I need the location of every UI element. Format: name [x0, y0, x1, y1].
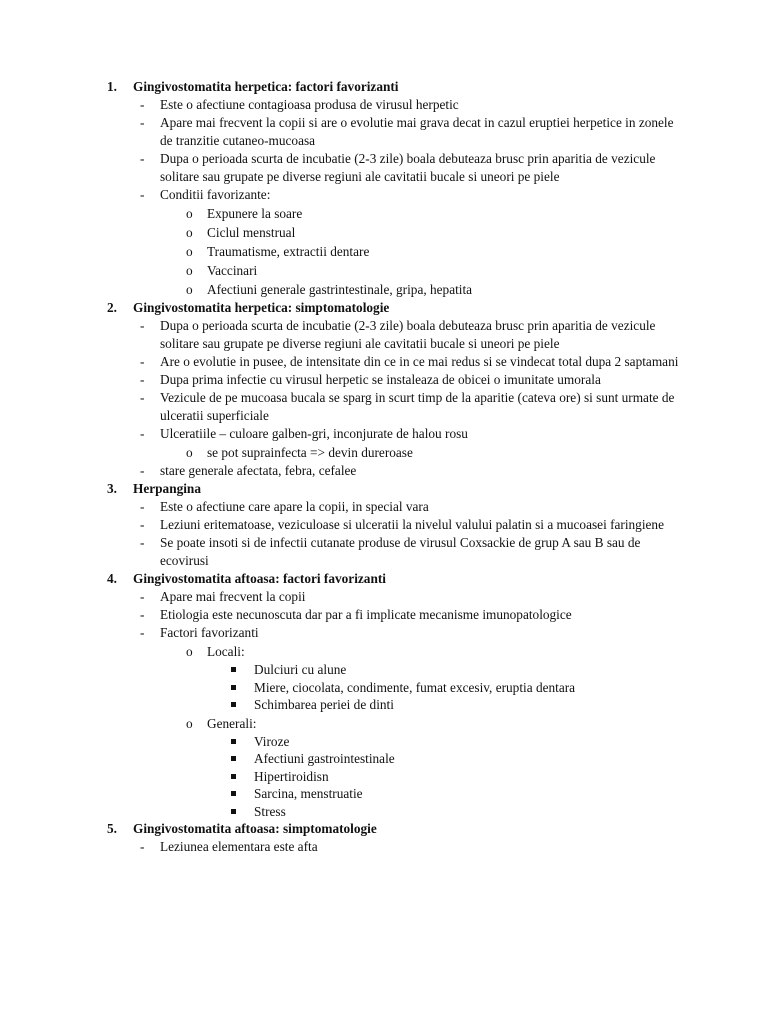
- section-number: 3.: [107, 481, 117, 496]
- sub-list-item: o Traumatisme, extractii dentare: [207, 242, 768, 261]
- list-item: - Leziuni eritematoase, veziculoase si ulceratii la nivelul valului palatin si a mucoasei faringiene: [160, 516, 680, 534]
- list-item: - Ulceratiile – culoare galben-gri, inconjurate de halou rosu: [160, 425, 680, 443]
- bullet-item: Stress: [254, 803, 768, 821]
- list-item: - Conditii favorizante:: [160, 186, 680, 204]
- document-body: [0, 78, 768, 856]
- list-item: - Factori favorizanti: [160, 624, 680, 642]
- section-number: 1.: [107, 79, 117, 94]
- list-item: - Apare mai frecvent la copii: [160, 588, 680, 606]
- bullet-item: Afectiuni gastrointestinale: [254, 750, 768, 768]
- bullet-item: Miere, ciocolata, condimente, fumat excesiv, eruptia dentara: [254, 679, 768, 697]
- section-number: 4.: [107, 571, 117, 586]
- list-item: - Este o afectiune contagioasa produsa de virusul herpetic: [160, 96, 680, 114]
- section-title: [107, 820, 768, 838]
- section-title-text: Gingivostomatita aftoasa: simptomatologie: [133, 821, 377, 836]
- section-title-text: Gingivostomatita herpetica: simptomatologie: [133, 300, 390, 315]
- section-number: 2.: [107, 300, 117, 315]
- list-item: - Se poate insoti si de infectii cutanate produse de virusul Coxsackie de grup A sau B sau de ecovirusi: [160, 534, 680, 570]
- sub-list-item: o se pot suprainfecta => devin dureroase: [207, 443, 768, 462]
- bullet-item: Dulciuri cu alune: [254, 661, 768, 679]
- section-1: [0, 78, 768, 299]
- bullet-item: Viroze: [254, 733, 768, 751]
- sub-list-item: o Generali:: [207, 714, 768, 733]
- list-item: - Etiologia este necunoscuta dar par a fi implicate mecanisme imunopatologice: [160, 606, 680, 624]
- section-title-text: Herpangina: [133, 481, 201, 496]
- section-2: [0, 299, 768, 480]
- sub-list-item: o Afectiuni generale gastrintestinale, gripa, hepatita: [207, 280, 768, 299]
- bullet-item: Hipertiroidisn: [254, 768, 768, 786]
- list-item: - Dupa o perioada scurta de incubatie (2-3 zile) boala debuteaza brusc prin aparitia de vezicule solitare sau grupate pe diverse regiuni ale cavitatii bucale si uneori pe piele: [160, 317, 680, 353]
- sub-list-item: o Expunere la soare: [207, 204, 768, 223]
- list-item: - Apare mai frecvent la copii si are o evolutie mai grava decat in cazul eruptiei herpetice in zonele de tranzitie cutaneo-mucoasa: [160, 114, 680, 150]
- sub-list-item: o Ciclul menstrual: [207, 223, 768, 242]
- section-title-text: Gingivostomatita aftoasa: factori favorizanti: [133, 571, 386, 586]
- bullet-item: Sarcina, menstruatie: [254, 785, 768, 803]
- section-number: 5.: [107, 821, 117, 836]
- section-title-text: Gingivostomatita herpetica: factori favorizanti: [133, 79, 399, 94]
- list-item: - Este o afectiune care apare la copii, in special vara: [160, 498, 680, 516]
- list-item: - Are o evolutie in pusee, de intensitate din ce in ce mai redus si se vindecat total dupa 2 saptamani: [160, 353, 680, 371]
- list-item: - Vezicule de pe mucoasa bucala se sparg in scurt timp de la aparitie (cateva ore) si sunt urmate de ulceratii superficiale: [160, 389, 680, 425]
- section-4: [0, 570, 768, 820]
- bullet-item: Schimbarea periei de dinti: [254, 696, 768, 714]
- section-title: [107, 78, 768, 96]
- section-title: [107, 299, 768, 317]
- sub-list-item: o Vaccinari: [207, 261, 768, 280]
- section-3: [0, 480, 768, 570]
- list-item: - Dupa o perioada scurta de incubatie (2-3 zile) boala debuteaza brusc prin aparitia de vezicule solitare sau grupate pe diverse regiuni ale cavitatii bucale si uneori pe piele: [160, 150, 680, 186]
- list-item: - Dupa prima infectie cu virusul herpetic se instaleaza de obicei o imunitate umorala: [160, 371, 680, 389]
- sub-list-item: o Locali:: [207, 642, 768, 661]
- section-5: [0, 820, 768, 856]
- section-title: [107, 480, 768, 498]
- list-item: - stare generale afectata, febra, cefalee: [160, 462, 680, 480]
- section-title: [107, 570, 768, 588]
- list-item: - Leziunea elementara este afta: [160, 838, 680, 856]
